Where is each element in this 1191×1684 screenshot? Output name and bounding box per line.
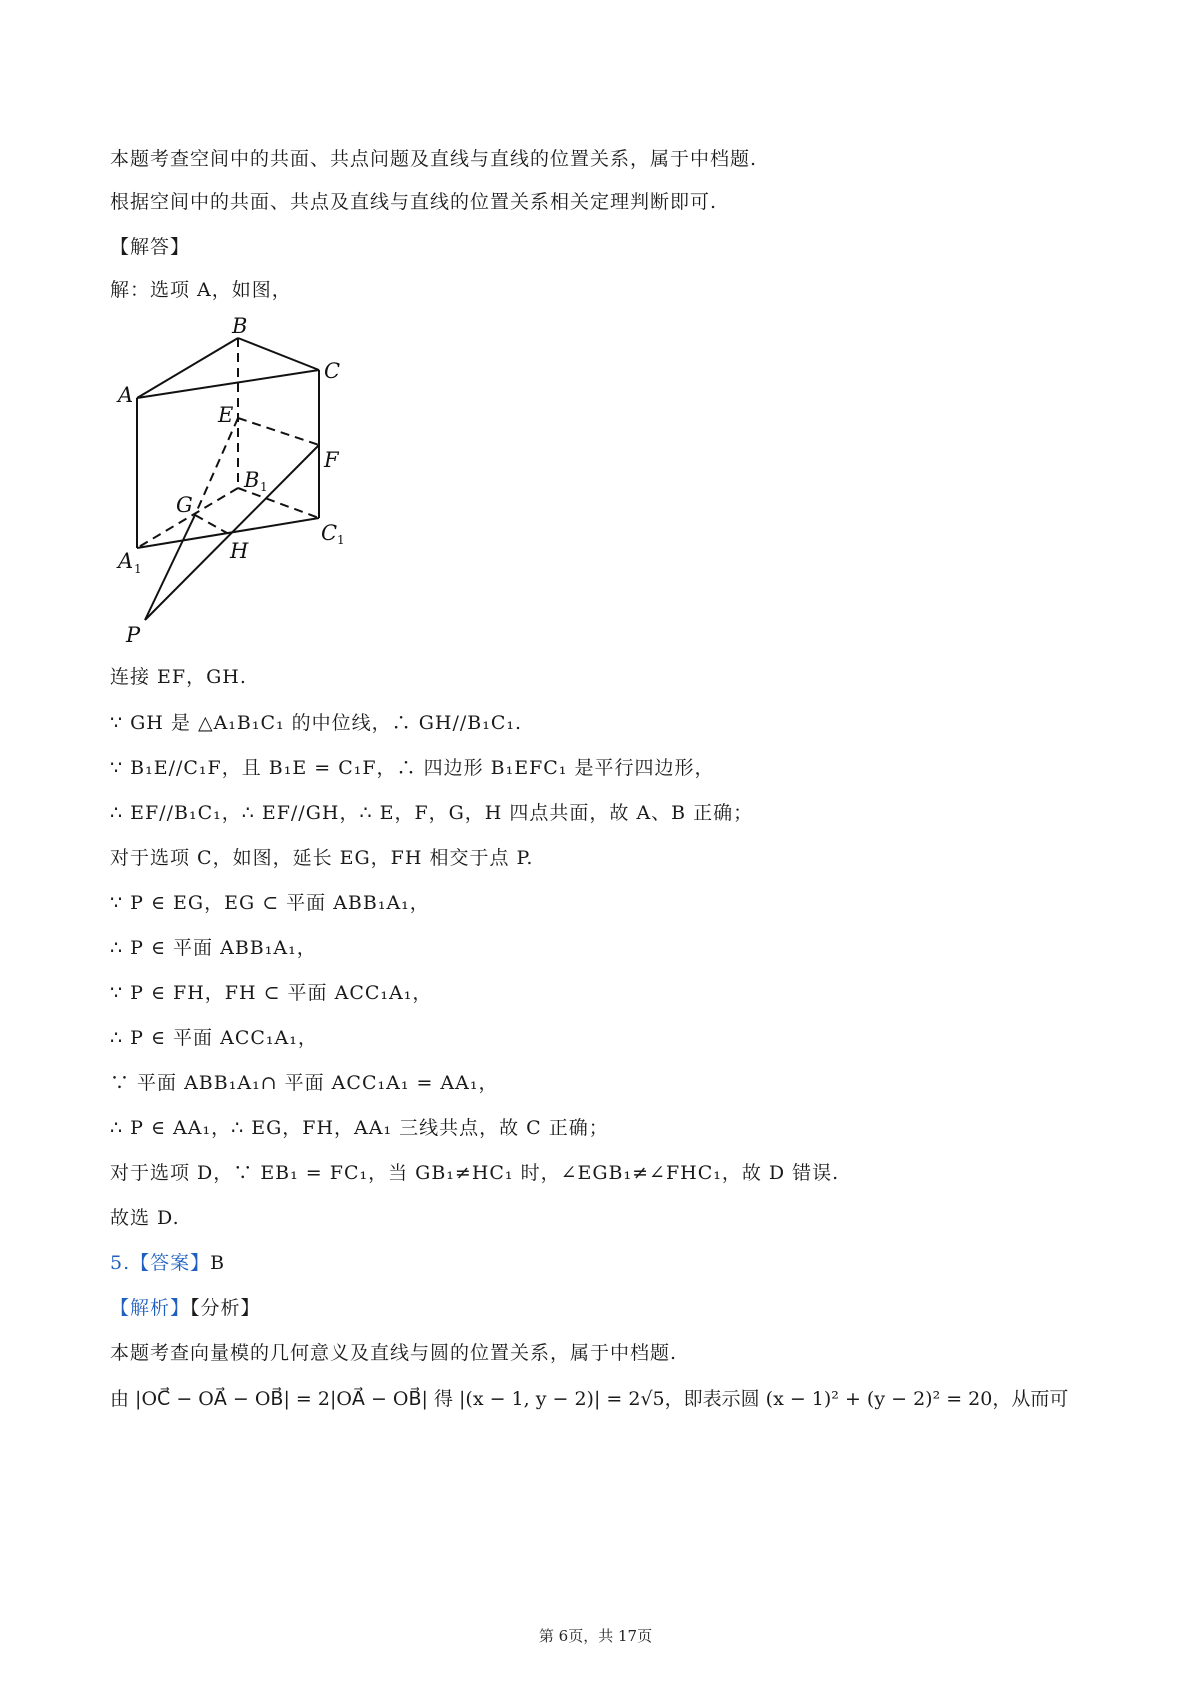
text-line-1: 本题考查空间中的共面、共点问题及直线与直线的位置关系，属于中档题. (110, 148, 758, 170)
text-line-9: ∵ P ∈ EG，EG ⊂ 平面 ABB₁A₁， (110, 892, 430, 914)
label-F: F (324, 448, 339, 472)
label-B1: B (244, 468, 260, 492)
solution-heading: 【解答】 (110, 236, 191, 258)
text-line-13: ∵ 平面 ABB₁A₁∩ 平面 ACC₁A₁ = AA₁， (110, 1072, 499, 1094)
text-line-3: 解：选项 A，如图， (110, 279, 292, 301)
text-line-8: 对于选项 C，如图，延长 EG，FH 相交于点 P. (110, 847, 534, 869)
label-E: E (218, 403, 234, 427)
label-A1: A (118, 549, 134, 573)
page-footer: 第 6页，共 17页 (538, 1627, 653, 1645)
analysis-tag: 【解析】 (110, 1297, 191, 1319)
text-line-15: 对于选项 D，∵ EB₁ = FC₁，当 GB₁≠HC₁ 时，∠EGB₁≠∠FHC₁，故 D 错误. (110, 1162, 840, 1184)
label-C: C (324, 359, 341, 383)
text-line-18: 由 |OC⃗ − OA⃗ − OB⃗| = 2|OA⃗ − OB⃗| 得 |(x − 1, y − 2)| = 2√5，即表示圆 (x − 1)² + (y − 2)² = 20，从而可 (110, 1388, 1069, 1410)
answer-5 (110, 1250, 225, 1276)
text-line-12: ∴ P ∈ 平面 ACC₁A₁， (110, 1027, 318, 1049)
answer-tag: 【答案】 (130, 1252, 211, 1274)
answer-value: B (210, 1252, 226, 1274)
analysis-sub: 【分析】 (190, 1297, 261, 1319)
text-line-17: 本题考查向量模的几何意义及直线与圆的位置关系，属于中档题. (110, 1342, 678, 1364)
text-line-16: 故选 D. (110, 1207, 180, 1229)
text-line-5: ∵ GH 是 △A₁B₁C₁ 的中位线，∴ GH//B₁C₁. (110, 712, 523, 734)
label-A1-sub: 1 (134, 562, 142, 576)
question-number: 5. (110, 1252, 131, 1274)
text-line-4: 连接 EF，GH. (110, 666, 247, 688)
text-line-11: ∵ P ∈ FH，FH ⊂ 平面 ACC₁A₁， (110, 982, 433, 1004)
label-B1-sub: 1 (260, 480, 268, 494)
text-line-14: ∴ P ∈ AA₁，∴ EG，FH，AA₁ 三线共点，故 C 正确； (110, 1117, 609, 1139)
label-C1-sub: 1 (337, 533, 345, 547)
label-A: A (118, 383, 134, 407)
prism-figure (112, 314, 382, 700)
text-line-2: 根据空间中的共面、共点及直线与直线的位置关系相关定理判断即可. (110, 191, 718, 213)
label-C1: C (321, 521, 338, 545)
label-B: B (232, 314, 248, 338)
label-P: P (126, 623, 141, 647)
text-line-7: ∴ EF//B₁C₁，∴ EF//GH，∴ E，F，G，H 四点共面，故 A、B 正确； (110, 802, 754, 824)
text-line-10: ∴ P ∈ 平面 ABB₁A₁， (110, 937, 317, 959)
text-line-6: ∵ B₁E//C₁F，且 B₁E = C₁F，∴ 四边形 B₁EFC₁ 是平行四边形， (110, 757, 715, 779)
analysis-heading (110, 1295, 261, 1321)
label-G: G (176, 493, 193, 517)
label-H: H (230, 539, 249, 563)
